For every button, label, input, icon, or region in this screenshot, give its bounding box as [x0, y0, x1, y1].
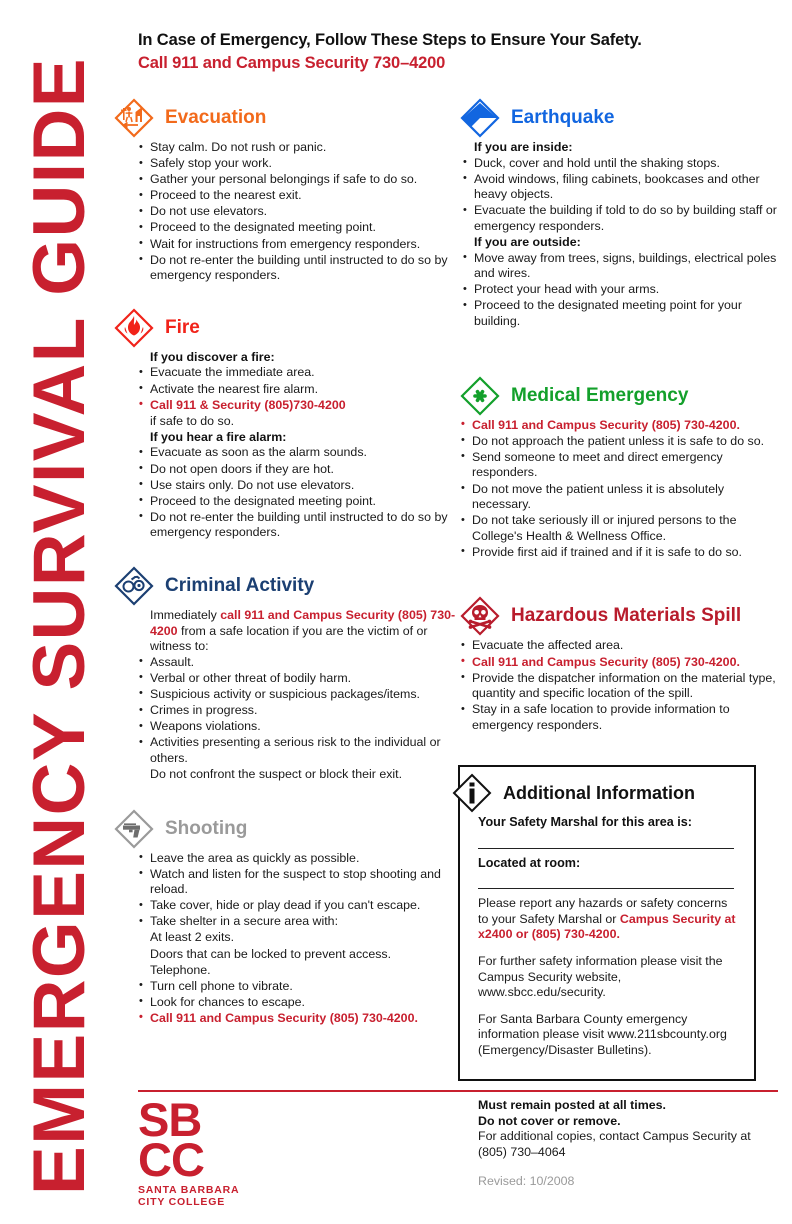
evacuation-list: [138, 140, 457, 284]
report-hazards-contact: Campus Security at x2400 or (805) 730-4200.: [478, 911, 736, 942]
list-item-call-911: • Call 911 and Campus Security (805) 730-4200.: [460, 418, 778, 434]
earthquake-body: [462, 140, 778, 330]
criminal-activity-intro: [150, 608, 457, 655]
vertical-title-bar: [0, 0, 112, 1224]
county-emergency-note: For Santa Barbara County emergency information please visit www.211sbcounty.org (Emergency/Disaster Bulletins).: [478, 1011, 727, 1057]
earthquake-header: [458, 96, 778, 140]
medical-emergency-title: Medical Emergency: [511, 384, 689, 406]
list-item: • Do not take seriously ill or injured persons to the College's Health & Wellness Office.: [460, 513, 778, 544]
sbcc-logo-subtitle-2: CITY COLLEGE: [138, 1195, 225, 1208]
list-item: • Evacuate the building if told to do so by building staff or emergency responders.: [462, 203, 778, 234]
additional-information-body: [460, 815, 754, 1059]
footer-notice-line-2: Do not cover or remove.: [478, 1113, 621, 1128]
campus-security-website-note: For further safety information please visit the Campus Security website, www.sbcc.edu/security.: [478, 953, 723, 1000]
list-item: • Do not use elevators.: [138, 204, 457, 220]
right-column: [458, 96, 778, 734]
criminal-activity-closing: Do not confront the suspect or block their exit.: [150, 766, 403, 781]
medical-emergency-list: [460, 418, 778, 561]
section-medical-emergency: [458, 374, 778, 561]
list-item: • Leave the area as quickly as possible.: [138, 851, 457, 867]
list-item: • Look for chances to escape.: [138, 995, 457, 1011]
list-item: • Turn cell phone to vibrate.: [138, 979, 457, 995]
list-item: • Do not approach the patient unless it is safe to do so.: [460, 434, 778, 450]
list-item: • Weapons violations.: [138, 719, 457, 735]
earthquake-triangle-icon: [458, 96, 502, 140]
spacer: [478, 943, 740, 954]
sbcc-logo: [138, 1093, 258, 1208]
list-item: • Avoid windows, filing cabinets, bookcases and other heavy objects.: [462, 172, 778, 203]
evacuation-title: Evacuation: [165, 107, 267, 128]
list-item: • Verbal or other threat of bodily harm.: [138, 671, 457, 687]
criminal-intro-post: from a safe location if you are the victim of or witness to:: [150, 623, 428, 654]
hazardous-materials-title: Hazardous Materials Spill: [511, 605, 742, 627]
list-item: • Send someone to meet and direct emergency responders.: [460, 450, 778, 481]
earthquake-subhead-inside: If you are inside:: [474, 140, 573, 154]
criminal-activity-body: [138, 608, 457, 783]
information-icon: [450, 771, 494, 815]
header-line-2: Call 911 and Campus Security 730–4200: [138, 54, 446, 72]
list-item: • Proceed to the designated meeting point.: [138, 494, 457, 510]
shooting-body: [138, 851, 457, 1027]
evacuation-header: [112, 96, 457, 140]
list-item-call-911: [138, 398, 457, 414]
list-item-call-911: • Call 911 and Campus Security (805) 730-4200.: [460, 655, 778, 671]
fire-list-discover: [138, 365, 457, 429]
list-item: • Proceed to the designated meeting point for your building.: [462, 298, 778, 329]
section-hazardous-materials: [458, 594, 778, 733]
list-item: • Assault.: [138, 655, 457, 671]
criminal-activity-list: [138, 655, 457, 783]
criminal-intro-call: call 911 and Campus Security (805) 730-4200: [150, 607, 456, 638]
sbcc-logo-line-1: SB: [138, 1093, 202, 1146]
shooting-sub-item: Telephone.: [150, 962, 211, 977]
earthquake-list-inside: [462, 156, 778, 235]
earthquake-title: Earthquake: [511, 107, 615, 128]
list-item: • Take cover, hide or play dead if you can't escape.: [138, 898, 457, 914]
section-criminal-activity: [112, 564, 457, 783]
shooting-list: [138, 851, 457, 1027]
hazardous-materials-body: [460, 638, 778, 733]
list-item: • Gather your personal belongings if safe to do so.: [138, 172, 457, 188]
section-evacuation: [112, 96, 457, 284]
medical-emergency-header: [458, 374, 778, 418]
fire-call-continuation: if safe to do so.: [150, 413, 235, 428]
list-item: • Duck, cover and hold until the shaking stops.: [462, 156, 778, 172]
list-item: • Activities presenting a serious risk to the individual or others.: [138, 735, 457, 766]
list-item: • Evacuate as soon as the alarm sounds.: [138, 445, 457, 461]
list-item: • Crimes in progress.: [138, 703, 457, 719]
fire-subhead-discover: If you discover a fire:: [150, 349, 275, 364]
criminal-activity-title: Criminal Activity: [165, 574, 315, 596]
evacuation-body: [138, 140, 457, 284]
list-item: • Activate the nearest fire alarm.: [138, 382, 457, 398]
list-item-call-911: • Call 911 and Campus Security (805) 730-4200.: [138, 1011, 457, 1027]
earthquake-subhead-outside: If you are outside:: [474, 235, 581, 250]
poster-header: [138, 30, 778, 74]
list-item: • Watch and listen for the suspect to stop shooting and reload.: [138, 867, 457, 898]
additional-information-title: Additional Information: [503, 783, 695, 803]
list-item: • Proceed to the nearest exit.: [138, 188, 457, 204]
list-item: • Suspicious activity or suspicious packages/items.: [138, 687, 457, 703]
list-item: • Provide the dispatcher information on the material type, quantity and specific location of the spill.: [460, 671, 778, 702]
evacuation-exit-icon: [112, 96, 156, 140]
header-line-1: In Case of Emergency, Follow These Steps to Ensure Your Safety.: [138, 31, 642, 49]
list-item: • Proceed to the designated meeting point.: [138, 220, 457, 236]
handgun-icon: [112, 807, 156, 851]
list-item: • Move away from trees, signs, buildings, electrical poles and wires.: [462, 251, 778, 282]
hazardous-materials-header: [458, 594, 778, 638]
report-hazards-pre: Please report any hazards or safety concerns to your Safety Marshal or: [478, 896, 728, 926]
list-item: • Evacuate the affected area.: [460, 638, 778, 654]
report-hazards-note: [478, 896, 740, 943]
located-at-room-write-line[interactable]: [478, 888, 734, 889]
footer-revised-date: Revised: 10/2008: [478, 1174, 575, 1189]
shooting-header: [112, 807, 457, 851]
footer-additional-copies: For additional copies, contact Campus Security at (805) 730–4064: [478, 1129, 751, 1159]
safety-marshal-write-line[interactable]: [478, 848, 734, 849]
list-item: • Protect your head with your arms.: [462, 282, 778, 298]
list-item: • Evacuate the immediate area.: [138, 365, 457, 381]
list-item: • Use stairs only. Do not use elevators.: [138, 478, 457, 494]
skull-crossbones-icon: [458, 594, 502, 638]
footer-divider: [138, 1090, 778, 1092]
located-at-room-label: Located at room:: [478, 855, 581, 870]
fire-flame-icon: [112, 306, 156, 350]
list-item: • Stay calm. Do not rush or panic.: [138, 140, 457, 156]
list-item: • Take shelter in a secure area with:: [138, 914, 457, 930]
fire-call-text: Call 911 & Security (805)730-4200: [150, 397, 346, 412]
poster-vertical-title: EMERGENCY SURVIVAL GUIDE: [19, 57, 100, 1195]
safety-marshal-label: Your Safety Marshal for this area is:: [478, 815, 692, 829]
medical-star-of-life-icon: [458, 374, 502, 418]
spacer: [478, 1001, 740, 1012]
section-fire: [112, 306, 457, 541]
list-item: • Do not re-enter the building until instructed to do so by emergency responders.: [138, 253, 457, 284]
list-item: • Provide first aid if trained and if it is safe to do so.: [460, 545, 778, 561]
shooting-sub-item: At least 2 exits.: [150, 930, 235, 945]
list-item: • Wait for instructions from emergency responders.: [138, 237, 457, 253]
section-earthquake: [458, 96, 778, 330]
list-item: • Do not move the patient unless it is absolutely necessary.: [460, 482, 778, 513]
handcuffs-icon: [112, 564, 156, 608]
left-column: [112, 96, 457, 1027]
list-item: • Do not open doors if they are hot.: [138, 462, 457, 478]
list-item: • Stay in a safe location to provide information to emergency responders.: [460, 702, 778, 733]
criminal-activity-header: [112, 564, 457, 608]
fire-list-alarm: [138, 445, 457, 541]
sbcc-logo-subtitle-1: SANTA BARBARA: [138, 1184, 240, 1196]
section-shooting: [112, 807, 457, 1027]
sbcc-logo-line-2: CC: [138, 1133, 204, 1186]
additional-information-box: [458, 765, 756, 1081]
footer-notice: [478, 1098, 778, 1190]
shooting-title: Shooting: [165, 817, 248, 839]
earthquake-list-outside: [462, 251, 778, 330]
footer-notice-line-1: Must remain posted at all times.: [478, 1098, 666, 1112]
additional-information-header: [466, 771, 754, 815]
list-item: • Safely stop your work.: [138, 156, 457, 172]
fire-title: Fire: [165, 316, 200, 338]
fire-body: [138, 350, 457, 541]
criminal-intro-pre: Immediately: [150, 607, 221, 622]
fire-subhead-alarm: If you hear a fire alarm:: [150, 429, 287, 444]
list-item: • Do not re-enter the building until instructed to do so by emergency responders.: [138, 510, 457, 541]
hazardous-materials-list: [460, 638, 778, 733]
medical-emergency-body: [460, 418, 778, 561]
shooting-sub-item: Doors that can be locked to prevent access.: [150, 946, 392, 961]
fire-header: [112, 306, 457, 350]
